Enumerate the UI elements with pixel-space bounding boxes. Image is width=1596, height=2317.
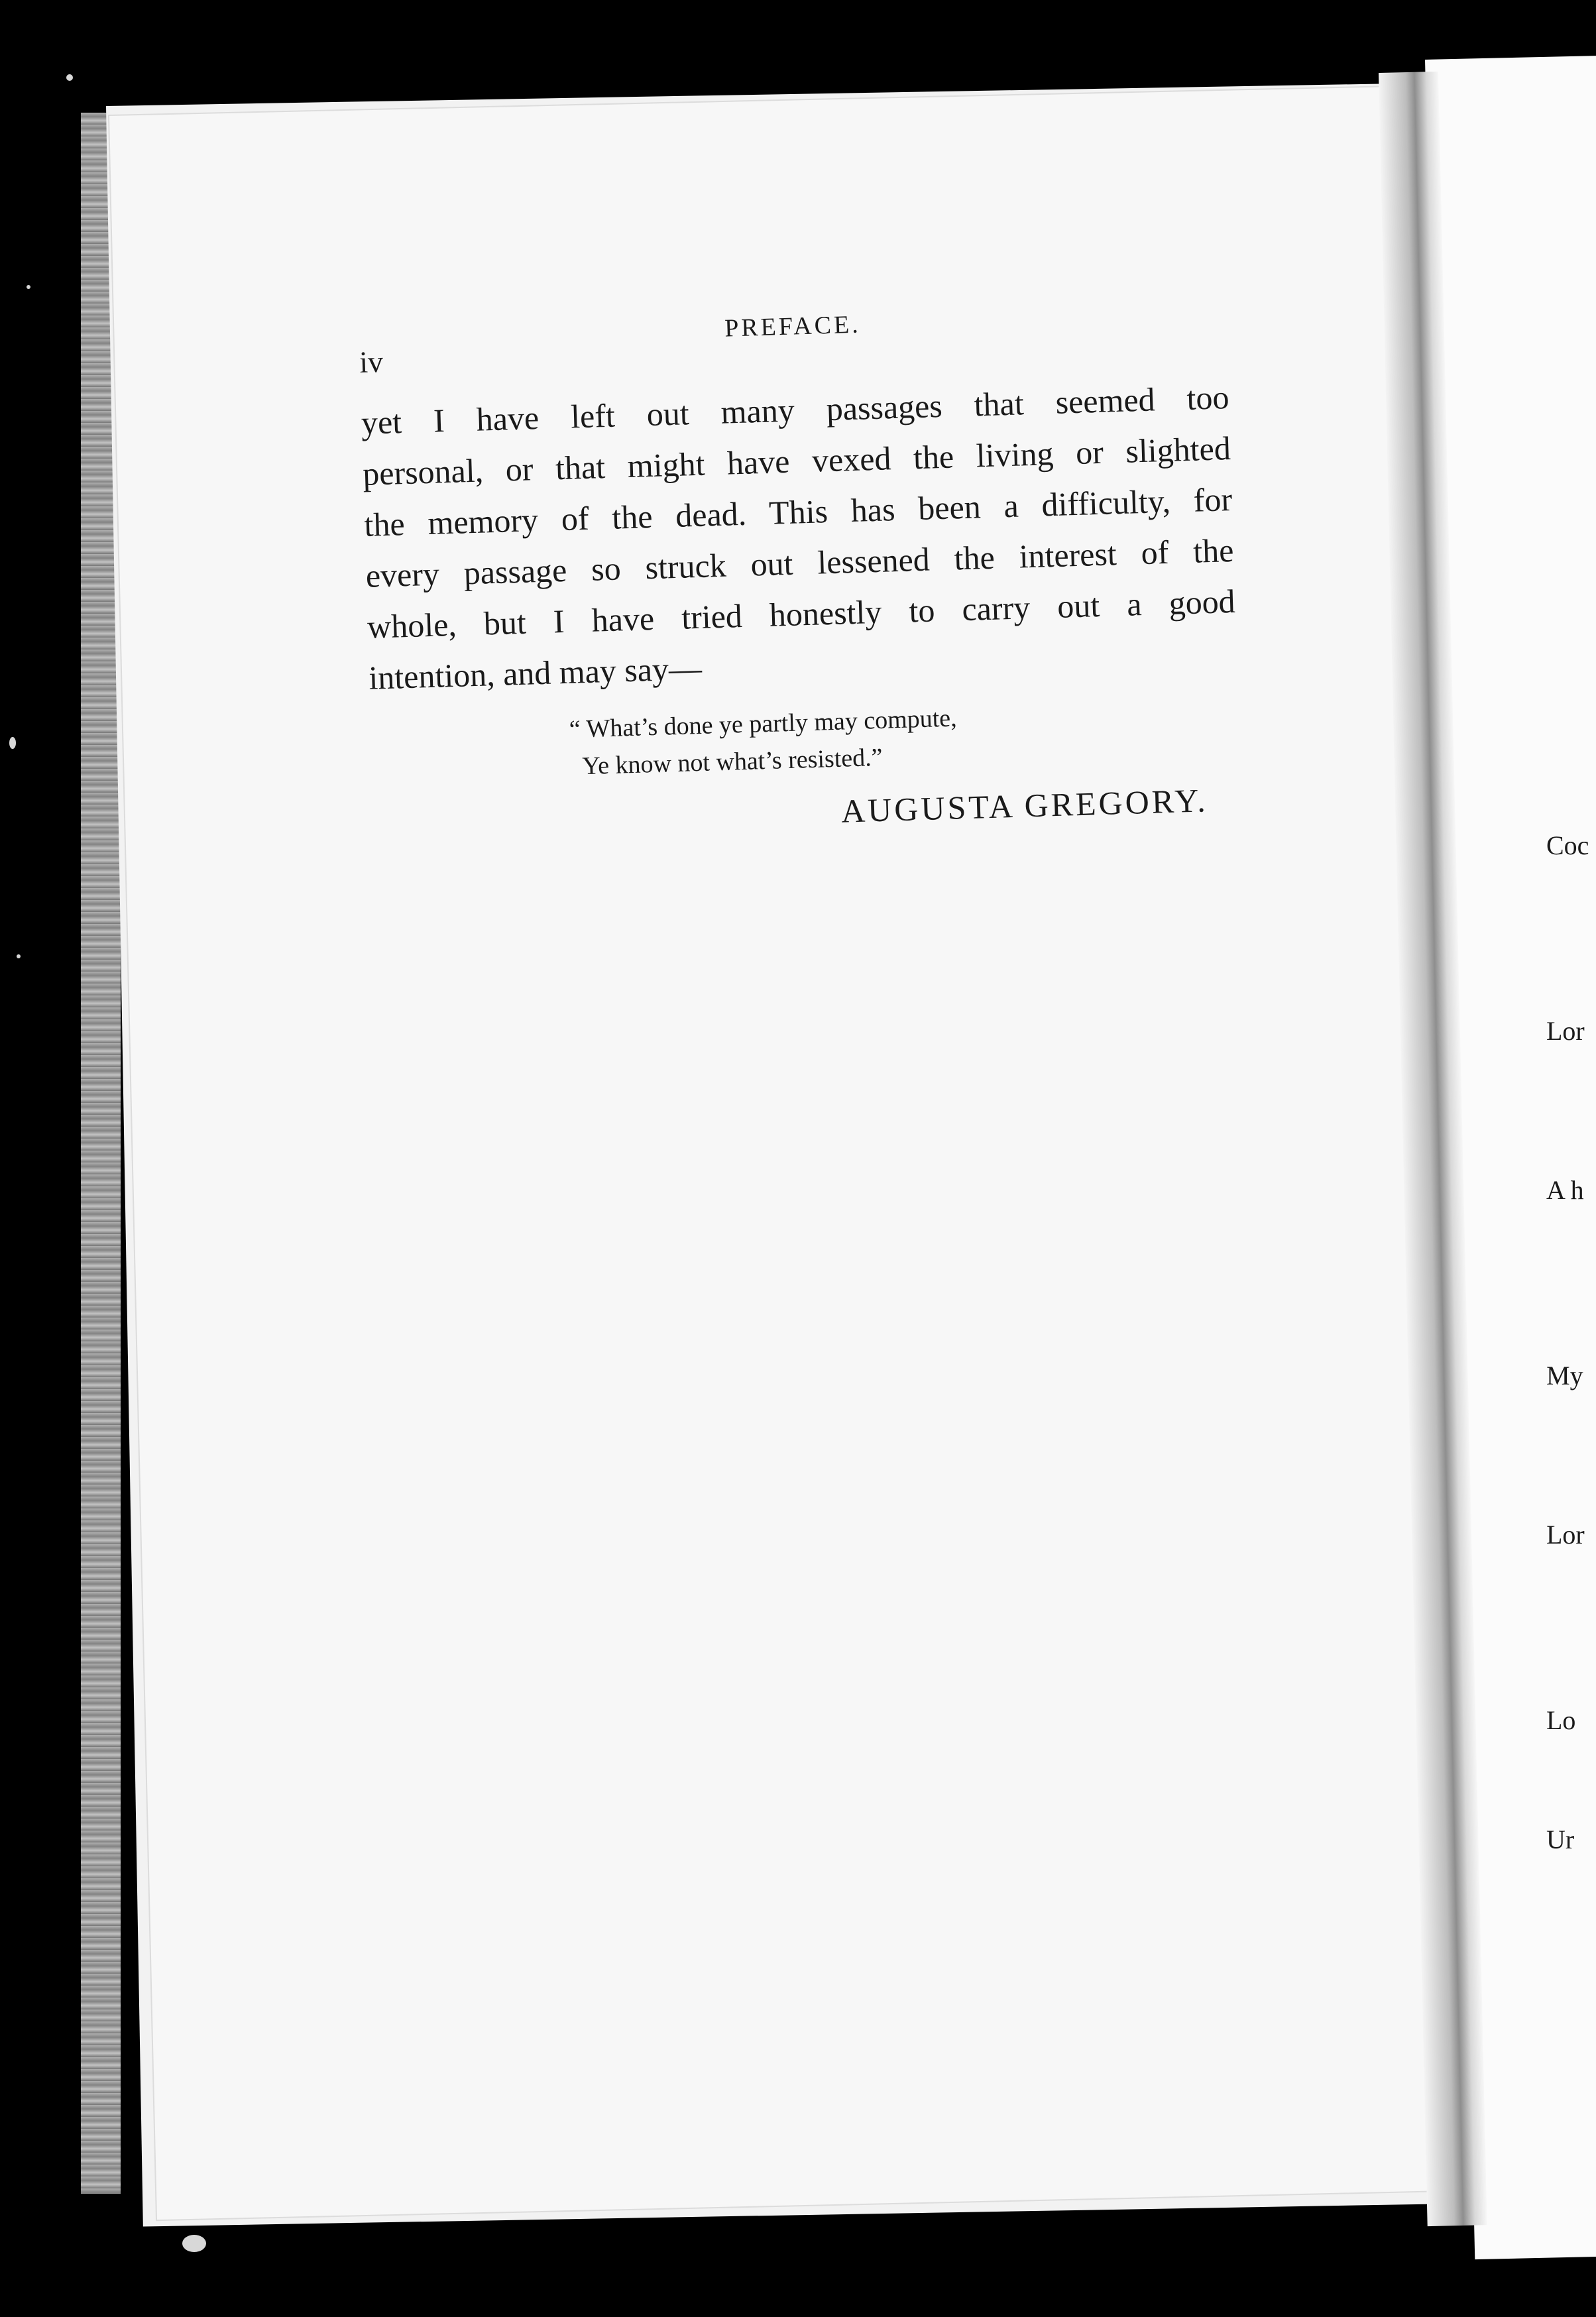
body-line: every passage so struck out lessened the interest of the	[365, 531, 1235, 594]
verse-quote	[569, 691, 1240, 785]
facing-page-fragment: Lor	[1546, 1016, 1585, 1046]
page-content	[358, 286, 1241, 844]
body-line: yet I have left out many passages that seemed too	[361, 378, 1230, 441]
speck	[17, 954, 21, 958]
speck	[182, 2235, 206, 2252]
facing-page-text	[1546, 0, 1596, 2317]
body-line: intention, and may say—	[368, 649, 703, 697]
speck	[27, 285, 30, 289]
facing-page-fragment: Coc	[1546, 830, 1589, 860]
signature: AUGUSTA GREGORY.	[840, 781, 1209, 830]
facing-page-fragment: Lo	[1546, 1705, 1576, 1735]
running-head-title: PREFACE.	[724, 310, 862, 343]
speck	[9, 737, 16, 749]
body-line: whole, but I have tried honestly to carry out a good	[367, 582, 1236, 646]
body-line: the memory of the dead. This has been a difficulty, for	[363, 480, 1233, 543]
quote-line: Ye know not what’s resisted.”	[581, 743, 883, 781]
page-number: iv	[359, 344, 384, 379]
body-text	[361, 372, 1237, 704]
facing-page-fragment: My	[1546, 1361, 1583, 1390]
quote-line: “ What’s done ye partly may compute,	[569, 704, 958, 744]
speck	[66, 74, 73, 81]
facing-page-fragment: Lor	[1546, 1520, 1585, 1550]
facing-page-fragment: A h	[1546, 1175, 1584, 1205]
facing-page-fragment: Ur	[1546, 1825, 1575, 1854]
body-line: personal, or that might have vexed the living or slighted	[362, 429, 1231, 492]
